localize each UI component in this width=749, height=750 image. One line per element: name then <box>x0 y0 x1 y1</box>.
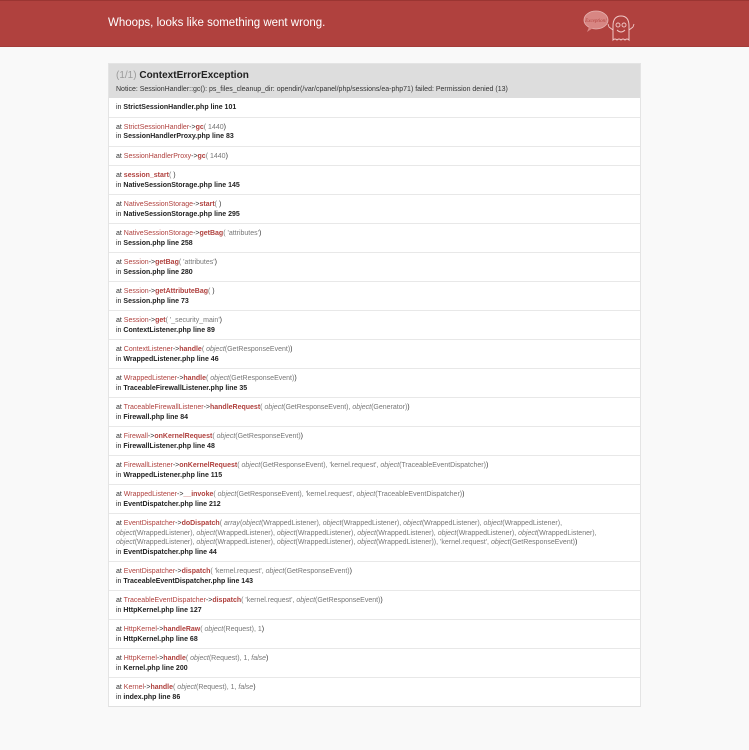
in-label: in <box>116 442 122 450</box>
in-label: in <box>116 548 122 556</box>
trace-function: session_start <box>123 172 169 179</box>
stack-trace-row <box>109 619 640 648</box>
at-label: at <box>116 172 122 179</box>
at-label: at <box>116 346 122 353</box>
stack-trace-row <box>109 484 640 513</box>
in-label: in <box>116 413 122 421</box>
at-label: at <box>116 491 122 498</box>
trace-file: EventDispatcher.php <box>123 548 194 556</box>
trace-arguments: ( object(Request), 1, false) <box>173 684 256 691</box>
in-label: in <box>116 210 122 218</box>
exception-count: (1/1) <box>116 70 137 81</box>
stack-trace-row <box>109 513 640 561</box>
in-label: in <box>116 500 122 508</box>
trace-location-line <box>116 548 633 558</box>
trace-function: getBag <box>155 259 179 266</box>
exception-class-name: ContextErrorException <box>139 70 249 81</box>
trace-call-line <box>116 519 633 548</box>
trace-call-line <box>116 403 633 413</box>
trace-line-number: line 73 <box>166 297 189 305</box>
trace-line-number: line 89 <box>193 326 215 334</box>
trace-function: dispatch <box>212 597 242 604</box>
in-label: in <box>116 606 122 614</box>
trace-class: Kernel <box>123 684 145 691</box>
trace-location-line <box>116 442 633 452</box>
trace-file: NativeSessionStorage.php <box>123 210 213 218</box>
trace-line-number: line 127 <box>175 606 202 614</box>
trace-location-line <box>116 297 633 307</box>
trace-line-number: line 83 <box>211 133 234 140</box>
in-label: in <box>116 104 122 111</box>
trace-line-number: line 258 <box>166 239 193 247</box>
at-label: at <box>116 520 122 527</box>
trace-location-line <box>116 239 633 249</box>
in-label: in <box>116 133 122 140</box>
trace-function: gc <box>197 152 206 160</box>
trace-arguments: ( 'attributes') <box>223 230 262 237</box>
in-label: in <box>116 635 122 643</box>
in-label: in <box>116 239 122 247</box>
trace-arguments: ( object(GetResponseEvent)) <box>212 433 303 440</box>
trace-call-line <box>116 490 633 500</box>
trace-arguments: ( 1440) <box>203 123 226 131</box>
stack-trace-row <box>109 165 640 194</box>
trace-class: WrappedListener <box>123 375 177 382</box>
trace-call-line <box>116 374 633 384</box>
in-label: in <box>116 355 122 363</box>
trace-arguments: ( object(Request), 1, false) <box>185 655 269 662</box>
in-label: in <box>116 326 122 334</box>
trace-file: StrictSessionHandler.php <box>123 104 209 111</box>
in-label: in <box>116 471 122 479</box>
in-label: in <box>116 297 122 305</box>
trace-location-line <box>116 132 633 142</box>
trace-function: __invoke <box>183 491 214 498</box>
trace-arguments: ( object(GetResponseEvent), object(Generator)) <box>260 404 410 411</box>
trace-arrow: -> <box>193 201 200 208</box>
stack-trace-row <box>109 561 640 590</box>
stack-trace-row <box>109 590 640 619</box>
exception-ghost-logo-icon <box>580 6 640 44</box>
at-label: at <box>116 201 122 208</box>
trace-call-line <box>116 258 633 268</box>
trace-call-line <box>116 683 633 693</box>
trace-file: Kernel.php <box>123 664 160 672</box>
trace-class: Firewall <box>123 433 148 440</box>
at-label: at <box>116 568 122 575</box>
trace-file: ContextListener.php <box>123 326 192 334</box>
trace-arrow: -> <box>189 123 196 131</box>
at-label: at <box>116 152 122 160</box>
trace-file: HttpKernel.php <box>123 635 174 643</box>
trace-location-line <box>116 413 633 423</box>
in-label: in <box>116 693 122 701</box>
trace-class: Session <box>123 259 149 266</box>
trace-arguments: ( ) <box>214 201 222 208</box>
trace-arguments: ( object(GetResponseEvent), 'kernel.request', object(TraceableEventDispatcher)) <box>213 491 465 498</box>
trace-file: TraceableEventDispatcher.php <box>123 577 226 585</box>
stack-trace-row <box>109 368 640 397</box>
at-label: at <box>116 317 122 324</box>
trace-arguments: ( ) <box>168 172 176 179</box>
trace-arrow: -> <box>175 568 182 575</box>
trace-file: Session.php <box>123 239 166 247</box>
trace-function: start <box>199 201 215 208</box>
trace-function: dispatch <box>181 568 211 575</box>
trace-location-line <box>116 664 633 674</box>
trace-function: handle <box>150 684 174 691</box>
trace-function: handle <box>179 346 202 353</box>
trace-location-line <box>116 693 633 703</box>
stack-trace-row <box>109 117 640 146</box>
trace-call-line <box>116 567 633 577</box>
trace-file: WrappedListener.php <box>123 471 195 479</box>
trace-file: FirewallListener.php <box>123 442 192 450</box>
at-label: at <box>116 375 122 382</box>
trace-arguments: ( array(object(WrappedListener), object(WrappedListener), object(WrappedListener), object(WrappedListener), object(WrappedListener), object(WrappedListener), object(WrappedListener), object(WrappedListener), object(WrappedListener), object(WrappedListener), object(WrappedListener), object(WrappedListener), object(WrappedListener), object(WrappedListener)), 'kernel.request', object(GetResponseEvent)) <box>116 520 597 546</box>
in-label: in <box>116 181 122 189</box>
trace-arguments: ( '_security_main') <box>165 317 222 324</box>
trace-line-number: line 35 <box>225 384 248 392</box>
trace-function: onKernelRequest <box>179 462 238 469</box>
trace-location-line <box>116 268 633 278</box>
at-label: at <box>116 655 122 662</box>
in-label: in <box>116 268 122 276</box>
trace-file: SessionHandlerProxy.php <box>123 133 211 140</box>
trace-line-number: line 145 <box>214 181 240 189</box>
stack-trace-row <box>109 648 640 677</box>
at-label: at <box>116 404 122 411</box>
trace-arrow: -> <box>172 462 180 469</box>
trace-location-line <box>116 210 633 220</box>
trace-line-number: line 212 <box>195 500 221 508</box>
exception-message: Notice: SessionHandler::gc(): ps_files_cleanup_dir: opendir(/var/cpanel/php/sessions/ea-php71) failed: Permission denied (13) <box>116 86 508 93</box>
trace-class: ContextListener <box>123 346 173 353</box>
trace-line-number: line 115 <box>196 471 223 479</box>
stack-trace-row <box>109 194 640 223</box>
trace-arrow: -> <box>191 152 198 160</box>
in-label: in <box>116 577 122 585</box>
trace-arrow: -> <box>147 433 155 440</box>
trace-location-line <box>116 577 633 587</box>
trace-function: gc <box>195 123 204 131</box>
trace-arguments: ( object(GetResponseEvent), 'kernel.request', object(TraceableEventDispatcher)) <box>237 462 489 469</box>
trace-call-line <box>116 432 633 442</box>
trace-call-line <box>116 123 633 133</box>
trace-function: handle <box>183 375 206 382</box>
at-label: at <box>116 597 122 604</box>
error-header-bar <box>0 0 749 47</box>
trace-file: WrappedListener.php <box>123 355 195 363</box>
trace-location-line <box>116 103 633 113</box>
at-label: at <box>116 288 122 295</box>
trace-line-number: line 68 <box>175 635 198 643</box>
trace-location-line <box>116 355 633 365</box>
exception-card <box>108 63 641 707</box>
at-label: at <box>116 684 122 691</box>
trace-class: TraceableFirewallListener <box>123 404 204 411</box>
stack-trace-row <box>109 455 640 484</box>
at-label: at <box>116 626 122 633</box>
trace-function: handleRequest <box>209 404 261 411</box>
svg-text:Exception!: Exception! <box>585 19 607 24</box>
trace-function: onKernelRequest <box>154 433 213 440</box>
trace-line-number: line 101 <box>210 104 237 111</box>
trace-arrow: -> <box>148 288 156 295</box>
trace-call-line <box>116 654 633 664</box>
trace-arrow: -> <box>148 317 156 324</box>
at-label: at <box>116 259 122 266</box>
stack-trace-row <box>109 397 640 426</box>
trace-arrow: -> <box>156 626 164 633</box>
trace-class: TraceableEventDispatcher <box>123 597 206 604</box>
trace-file: EventDispatcher.php <box>123 500 194 508</box>
trace-arrow: -> <box>156 655 164 662</box>
trace-arrow: -> <box>176 375 184 382</box>
trace-arguments: ( 'attributes') <box>178 259 217 266</box>
trace-arguments: ( object(GetResponseEvent)) <box>205 375 297 382</box>
trace-file: Session.php <box>123 297 166 305</box>
trace-call-line <box>116 316 633 326</box>
trace-call-line <box>116 229 633 239</box>
stack-trace-row <box>109 223 640 252</box>
trace-arguments: ( object(GetResponseEvent)) <box>201 346 293 353</box>
trace-arguments: ( object(Request), 1) <box>200 626 265 633</box>
trace-call-line <box>116 345 633 355</box>
trace-call-line <box>116 200 633 210</box>
trace-line-number: line 44 <box>195 548 217 556</box>
stack-trace-row <box>109 281 640 310</box>
trace-class: HttpKernel <box>123 655 157 662</box>
trace-line-number: line 46 <box>196 355 219 363</box>
trace-arrow: -> <box>148 259 156 266</box>
trace-function: handleRaw <box>163 626 201 633</box>
stack-trace-row <box>109 146 640 166</box>
trace-line-number: line 200 <box>161 664 188 672</box>
trace-arrow: -> <box>205 597 213 604</box>
trace-call-line <box>116 625 633 635</box>
trace-arrow: -> <box>175 520 182 527</box>
trace-file: Session.php <box>123 268 166 276</box>
at-label: at <box>116 433 122 440</box>
trace-function: getBag <box>199 230 224 237</box>
trace-call-line <box>116 461 633 471</box>
trace-arrow: -> <box>193 230 200 237</box>
stack-trace-row <box>109 310 640 339</box>
trace-class: EventDispatcher <box>123 568 176 575</box>
trace-class: StrictSessionHandler <box>123 123 190 131</box>
trace-line-number: line 280 <box>166 268 193 276</box>
trace-line-number: line 84 <box>166 413 188 421</box>
trace-arrow: -> <box>203 404 210 411</box>
trace-class: Session <box>123 317 149 324</box>
trace-location-line <box>116 326 633 336</box>
trace-location-line <box>116 606 633 616</box>
trace-class: Session <box>123 288 149 295</box>
trace-location-line <box>116 500 633 510</box>
trace-function: getAttributeBag <box>155 288 209 295</box>
trace-function: handle <box>163 655 186 662</box>
trace-file: NativeSessionStorage.php <box>123 181 213 189</box>
trace-call-line <box>116 152 633 162</box>
trace-class: WrappedListener <box>123 491 177 498</box>
trace-function: get <box>155 317 166 324</box>
at-label: at <box>116 230 122 237</box>
trace-file: Firewall.php <box>123 413 165 421</box>
stack-trace-row <box>109 426 640 455</box>
trace-call-line <box>116 171 633 181</box>
exception-header <box>109 64 640 98</box>
stack-trace-row <box>109 339 640 368</box>
stack-trace-row <box>109 98 640 117</box>
trace-arrow: -> <box>176 491 184 498</box>
trace-line-number: line 86 <box>158 693 181 701</box>
trace-arguments: ( 'kernel.request', object(GetResponseEvent)) <box>210 568 352 575</box>
trace-arguments: ( 'kernel.request', object(GetResponseEvent)) <box>241 597 383 604</box>
trace-file: HttpKernel.php <box>123 606 174 614</box>
stack-trace-row <box>109 252 640 281</box>
in-label: in <box>116 664 122 672</box>
trace-class: SessionHandlerProxy <box>123 152 192 160</box>
in-label: in <box>116 384 122 392</box>
trace-line-number: line 143 <box>227 577 253 585</box>
trace-location-line <box>116 384 633 394</box>
trace-file: index.php <box>123 693 157 701</box>
trace-function: doDispatch <box>181 520 220 527</box>
trace-location-line <box>116 181 633 191</box>
trace-class: HttpKernel <box>123 626 157 633</box>
trace-arrow: -> <box>144 684 151 691</box>
trace-call-line <box>116 596 633 606</box>
trace-location-line <box>116 471 633 481</box>
stack-trace-row <box>109 677 640 706</box>
trace-line-number: line 48 <box>193 442 215 450</box>
trace-class: NativeSessionStorage <box>123 230 194 237</box>
at-label: at <box>116 123 122 131</box>
error-title: Whoops, looks like something went wrong. <box>108 17 326 29</box>
trace-location-line <box>116 635 633 645</box>
trace-class: NativeSessionStorage <box>123 201 194 208</box>
at-label: at <box>116 462 122 469</box>
trace-class: EventDispatcher <box>123 520 176 527</box>
trace-arguments: ( 1440) <box>205 152 228 160</box>
trace-call-line <box>116 287 633 297</box>
trace-line-number: line 295 <box>214 210 240 218</box>
trace-arguments: ( ) <box>208 288 215 295</box>
trace-arrow: -> <box>172 346 180 353</box>
stack-trace-list <box>109 98 640 706</box>
trace-class: FirewallListener <box>123 462 173 469</box>
trace-file: TraceableFirewallListener.php <box>123 384 224 392</box>
